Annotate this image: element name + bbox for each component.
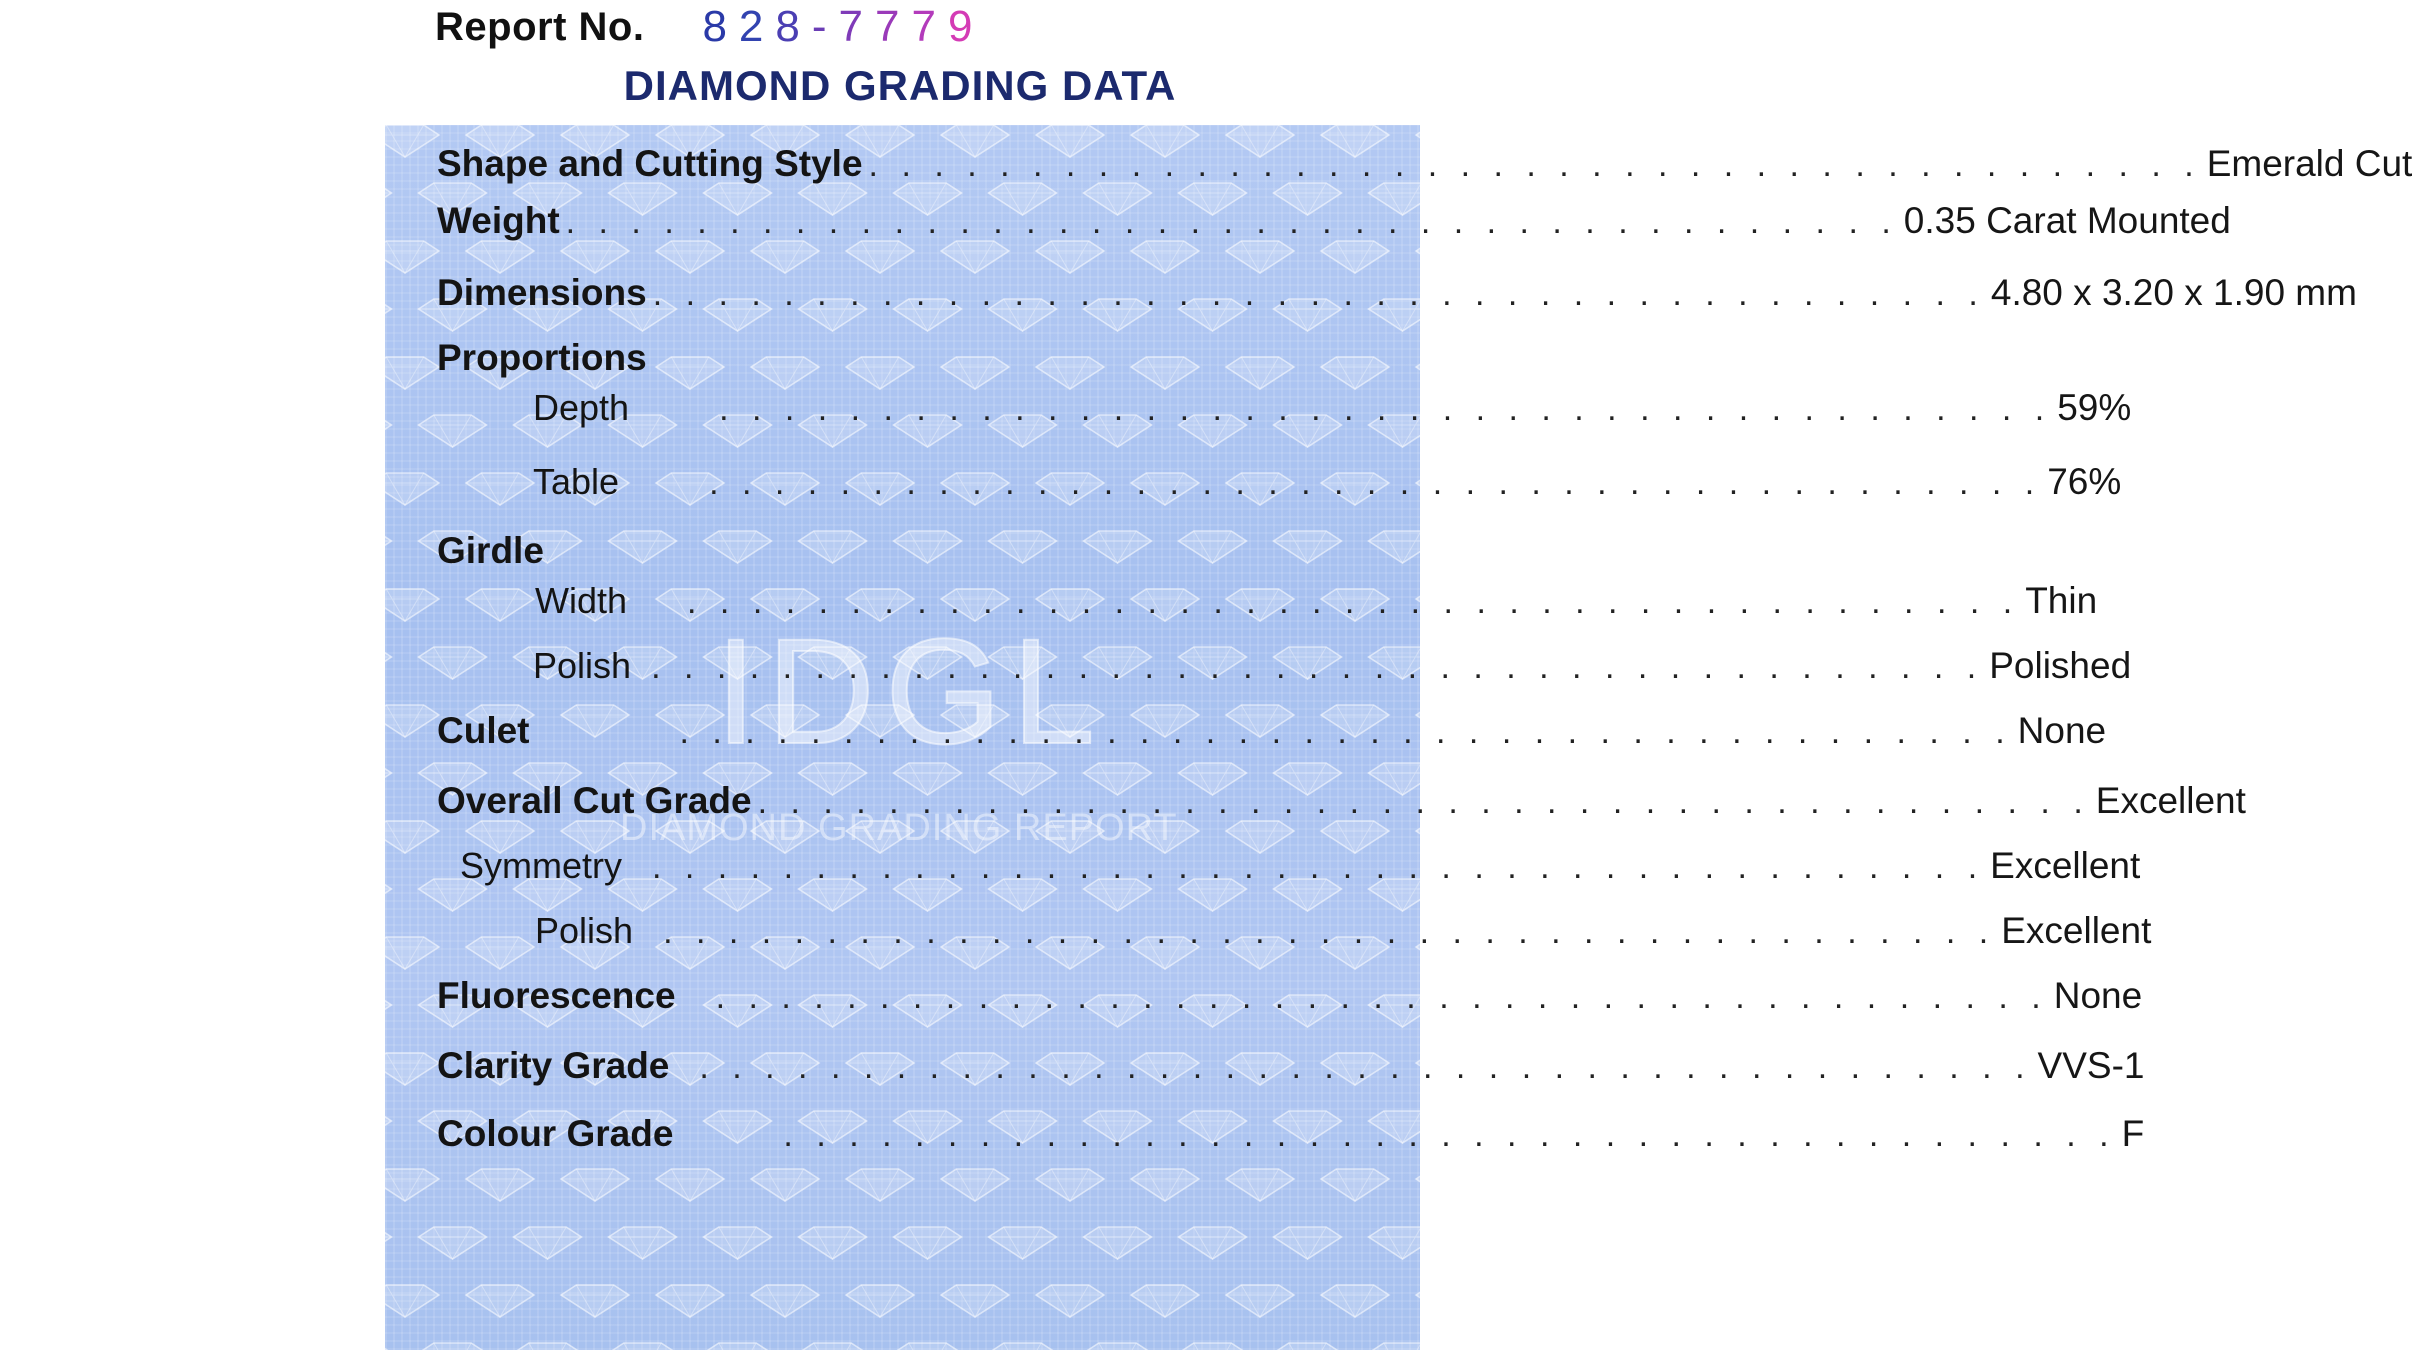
leader-dots: . . . . . . . . . . . . . . . . . . . . . . . . . . . . . . . . . . . . . . . . . <box>652 275 1985 313</box>
diamond-motif <box>276 589 344 621</box>
weight-label: Weight <box>437 200 560 241</box>
leader-dots: . . . . . . . . . . . . . . . . . . . . . . . . . . . . . . . . . . . . . . . . . <box>687 583 2020 621</box>
shape-label: Shape and Cutting Style <box>437 143 863 184</box>
diamond-motif <box>466 1169 534 1201</box>
diamond-motif <box>371 1285 439 1317</box>
diamond-motif <box>276 1285 344 1317</box>
diamond-motif <box>419 1227 487 1259</box>
diamond-motif <box>1226 1169 1294 1201</box>
diamond-motif <box>1416 1169 1484 1201</box>
diamond-motif <box>514 1227 582 1259</box>
diamond-motif <box>324 763 392 795</box>
diamond-motif <box>1131 1285 1199 1317</box>
diamond-motif <box>1036 357 1104 389</box>
section-girdle: Girdle <box>437 530 544 571</box>
diamond-motif <box>514 1343 582 1350</box>
diamond-motif <box>276 1169 344 1201</box>
diamond-motif <box>1036 1169 1104 1201</box>
diamond-motif <box>656 1169 724 1201</box>
diamond-motif <box>751 1285 819 1317</box>
diamond-motif <box>1036 1285 1104 1317</box>
diamond-motif <box>371 705 439 737</box>
diamond-motif <box>1131 357 1199 389</box>
diamond-motif <box>466 1285 534 1317</box>
diamond-motif <box>1416 241 1484 273</box>
diamond-motif <box>799 1343 867 1350</box>
row-table <box>533 461 2122 503</box>
diamond-motif <box>419 415 487 447</box>
row-symmetry <box>460 845 2141 887</box>
section-proportions: Proportions <box>437 337 647 378</box>
diamond-motif <box>276 821 344 853</box>
report-digit: 7 <box>911 2 948 51</box>
leader-dots: . . . . . . . . . . . . . . . . . . . . . . . . . . . . . . . . . . . . . . . . . <box>663 913 1996 951</box>
diamond-motif <box>846 1285 914 1317</box>
diamond-motif <box>371 125 439 157</box>
diamond-motif <box>1226 1285 1294 1317</box>
diamond-motif <box>989 1343 1057 1350</box>
fluorescence-label: Fluorescence <box>437 975 676 1016</box>
diamond-motif <box>656 241 724 273</box>
diamond-motif <box>799 1227 867 1259</box>
symmetry-value: Excellent <box>1990 845 2141 886</box>
diamond-motif <box>371 1169 439 1201</box>
diamond-motif <box>656 1285 724 1317</box>
row-girdle-polish <box>533 645 2132 687</box>
diamond-motif <box>1464 1227 1532 1259</box>
diamond-motif <box>276 705 344 737</box>
diamond-motif <box>751 357 819 389</box>
diamond-motif <box>1179 531 1247 563</box>
culet-value: None <box>2017 710 2107 751</box>
diamond-motif <box>324 1111 392 1143</box>
grading-data-panel <box>385 125 2412 1350</box>
diamond-motif <box>466 937 534 969</box>
report-digit: 7 <box>875 2 912 51</box>
leader-dots: . . . . . . . . . . . . . . . . . . . . . . . . . . . . . . . . . . . . . . . . . <box>719 390 2052 428</box>
cut-polish-label: Polish <box>535 910 634 951</box>
report-digit: - <box>811 2 839 51</box>
page-title: DIAMOND GRADING DATA <box>623 62 1177 109</box>
overall-cut-value: Excellent <box>2095 780 2246 821</box>
dimensions-value: 4.80 x 3.20 x 1.90 mm <box>1990 272 2357 313</box>
leader-dots: . . . . . . . . . . . . . . . . . . . . . . . . . . . . . . . . . . . . . . . . . <box>652 848 1985 886</box>
diamond-motif <box>371 821 439 853</box>
depth-value: 59% <box>2057 387 2132 428</box>
diamond-motif <box>276 125 344 157</box>
diamond-motif <box>1084 531 1152 563</box>
diamond-motif <box>324 1343 392 1350</box>
report-digit: 2 <box>738 2 776 51</box>
diamond-motif <box>941 241 1009 273</box>
table-value: 76% <box>2047 461 2122 502</box>
diamond-motif <box>1369 531 1437 563</box>
diamond-motif <box>989 531 1057 563</box>
dimensions-label: Dimensions <box>437 272 647 313</box>
leader-dots: . . . . . . . . . . . . . . . . . . . . . . . . . . . . . . . . . . . . . . . . . <box>757 783 2090 821</box>
cut-polish-value: Excellent <box>2001 910 2152 951</box>
diamond-motif <box>1274 531 1342 563</box>
report-number-label: Report No. <box>435 4 645 49</box>
culet-label: Culet <box>437 710 530 751</box>
diamond-motif <box>324 995 392 1027</box>
diamond-motif <box>751 241 819 273</box>
depth-label: Depth <box>533 387 630 428</box>
diamond-motif <box>894 531 962 563</box>
diamond-motif <box>324 299 392 331</box>
diamond-motif <box>419 647 487 679</box>
leader-dots: . . . . . . . . . . . . . . . . . . . . . . . . . . . . . . . . . . . . . . . . . <box>651 648 1984 686</box>
report-digit: 7 <box>838 2 876 51</box>
diamond-motif <box>466 473 534 505</box>
diamond-motif <box>1226 357 1294 389</box>
diamond-motif <box>371 241 439 273</box>
watermark-logo: IDGL <box>715 607 1106 775</box>
row-girdle-width <box>535 580 2098 622</box>
diamond-motif <box>1416 1285 1484 1317</box>
colour-value: F <box>2121 1113 2145 1154</box>
diamond-motif <box>466 241 534 273</box>
girdle-width-label: Width <box>535 580 628 621</box>
leader-dots: . . . . . . . . . . . . . . . . . . . . . . . . . . . . . . . . . . . . . . . . . <box>709 464 2042 502</box>
colour-label: Colour Grade <box>437 1113 674 1154</box>
diamond-motif <box>1179 1343 1247 1350</box>
diamond-motif <box>276 473 344 505</box>
diamond-motif <box>371 1053 439 1085</box>
row-weight <box>437 200 2231 242</box>
girdle-polish-label: Polish <box>533 645 632 686</box>
diamond-motif <box>276 937 344 969</box>
diamond-motif <box>894 1343 962 1350</box>
leader-dots: . . . . . . . . . . . . . . . . . . . . . . . . . . . . . . . . . . . . . . . . . <box>679 713 2012 751</box>
clarity-label: Clarity Grade <box>437 1045 670 1086</box>
diamond-motif <box>609 1343 677 1350</box>
watermark-subtitle: DIAMOND GRADING REPORT <box>620 807 1178 849</box>
diamond-motif <box>1274 1227 1342 1259</box>
diamond-motif <box>656 357 724 389</box>
diamond-motif <box>1369 1227 1437 1259</box>
diamond-motif <box>1464 531 1532 563</box>
diamond-motif <box>989 1227 1057 1259</box>
row-shape-cutting-style <box>437 143 2412 185</box>
diamond-motif <box>1321 1285 1389 1317</box>
diamond-motif <box>609 531 677 563</box>
row-cut-polish <box>535 910 2152 952</box>
diamond-motif <box>561 241 629 273</box>
diamond-motif <box>751 1169 819 1201</box>
diamond-motif <box>1084 1227 1152 1259</box>
diamond-motif <box>609 1227 677 1259</box>
diamond-motif <box>1274 1343 1342 1350</box>
row-dimensions <box>437 272 2357 314</box>
diamond-motif <box>894 1227 962 1259</box>
diamond-motif <box>799 531 867 563</box>
diamond-motif <box>324 531 392 563</box>
row-fluorescence <box>437 975 2143 1017</box>
leader-dots: . . . . . . . . . . . . . . . . . . . . . . . . . . . . . . . . . . . . . . . . . <box>715 978 2048 1016</box>
diamond-motif <box>276 357 344 389</box>
diamond-motif <box>941 1169 1009 1201</box>
diamond-motif <box>324 1227 392 1259</box>
diamond-motif <box>1464 1343 1532 1350</box>
diamond-motif <box>561 1169 629 1201</box>
row-depth <box>533 387 2132 429</box>
overall-cut-label: Overall Cut Grade <box>437 780 752 821</box>
diamond-motif <box>371 473 439 505</box>
diamond-motif <box>276 1053 344 1085</box>
table-label: Table <box>533 461 620 502</box>
report-digit: 8 <box>702 2 739 51</box>
report-number-line <box>435 2 984 52</box>
diamond-motif <box>846 357 914 389</box>
diamond-motif <box>1226 241 1294 273</box>
diamond-motif <box>276 241 344 273</box>
diamond-motif <box>941 357 1009 389</box>
diamond-motif <box>846 1169 914 1201</box>
diamond-motif <box>1131 241 1199 273</box>
diamond-motif <box>371 357 439 389</box>
leader-dots: . . . . . . . . . . . . . . . . . . . . . . . . . . . . . . . . . . . . . . . . . <box>699 1048 2032 1086</box>
diamond-motif <box>1321 241 1389 273</box>
report-digit: 9 <box>948 2 985 51</box>
diamond-motif <box>1416 357 1484 389</box>
diamond-motif <box>1084 1343 1152 1350</box>
row-clarity-grade <box>437 1045 2145 1087</box>
girdle-polish-value: Polished <box>1989 645 2132 686</box>
report-number-value <box>702 2 984 52</box>
report-digit: 8 <box>775 2 812 51</box>
diamond-motif <box>371 589 439 621</box>
diamond-motif <box>466 589 534 621</box>
diamond-motif <box>941 1285 1009 1317</box>
weight-value: 0.35 Carat Mounted <box>1903 200 2231 241</box>
row-colour-grade <box>437 1113 2145 1155</box>
row-culet <box>437 710 2107 752</box>
diamond-motif <box>561 1285 629 1317</box>
diamond-motif <box>419 1343 487 1350</box>
diamond-motif <box>1131 1169 1199 1201</box>
shape-value: Emerald Cut <box>2206 143 2412 184</box>
fluorescence-value: None <box>2053 975 2143 1016</box>
diamond-motif <box>324 879 392 911</box>
clarity-value: VVS-1 <box>2037 1045 2145 1086</box>
leader-dots: . . . . . . . . . . . . . . . . . . . . . . . . . . . . . . . . . . . . . . . . . <box>868 146 2201 184</box>
diamond-motif <box>704 1343 772 1350</box>
diamond-motif <box>1036 241 1104 273</box>
diamond-motif <box>324 415 392 447</box>
girdle-width-value: Thin <box>2025 580 2098 621</box>
diamond-motif <box>704 1227 772 1259</box>
diamond-motif <box>704 531 772 563</box>
leader-dots: . . . . . . . . . . . . . . . . . . . . . . . . . . . . . . . . . . . . . . . . . <box>565 203 1898 241</box>
diamond-motif <box>1321 357 1389 389</box>
diamond-motif <box>1369 1343 1437 1350</box>
row-overall-cut-grade <box>437 780 2246 822</box>
diamond-motif <box>1321 1169 1389 1201</box>
diamond-motif <box>1179 1227 1247 1259</box>
diamond-motif <box>324 647 392 679</box>
diamond-motif <box>846 241 914 273</box>
diamond-motif <box>324 183 392 215</box>
diamond-motif <box>371 937 439 969</box>
symmetry-label: Symmetry <box>460 845 622 886</box>
leader-dots: . . . . . . . . . . . . . . . . . . . . . . . . . . . . . . . . . . . . . . . . . <box>783 1116 2116 1154</box>
